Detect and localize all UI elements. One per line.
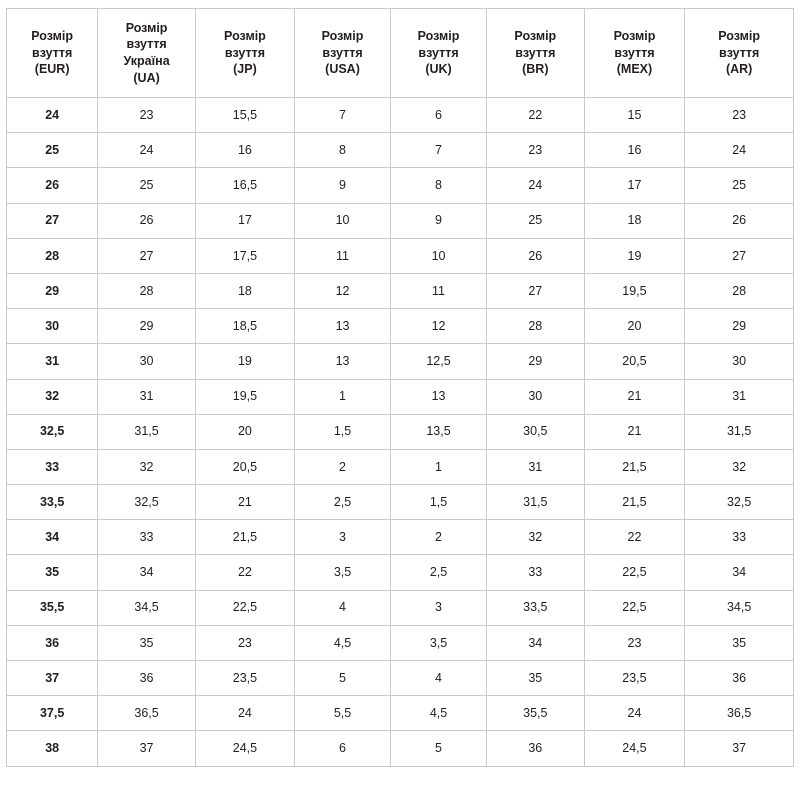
cell-ua: 29 [98,309,196,344]
cell-usa: 7 [295,98,391,133]
cell-uk: 2 [391,520,487,555]
cell-mex: 24,5 [584,731,685,766]
cell-uk: 7 [391,133,487,168]
cell-br: 24 [487,168,585,203]
cell-ar: 37 [685,731,794,766]
table-row [7,98,794,133]
cell-eur: 32,5 [7,414,98,449]
cell-ua: 27 [98,238,196,273]
header-line: Розмір [514,29,557,44]
cell-mex: 15 [584,98,685,133]
cell-jp: 22,5 [195,590,294,625]
cell-uk: 11 [391,273,487,308]
cell-br: 25 [487,203,585,238]
header-line: взуття [614,45,655,60]
cell-ua: 36,5 [98,696,196,731]
cell-eur: 28 [7,238,98,273]
cell-eur: 25 [7,133,98,168]
cell-uk: 1 [391,449,487,484]
cell-ar: 31 [685,379,794,414]
cell-ua: 34,5 [98,590,196,625]
cell-mex: 21 [584,379,685,414]
table-row [7,555,794,590]
header-line: (EUR) [34,62,70,77]
cell-br: 34 [487,625,585,660]
cell-eur: 29 [7,273,98,308]
cell-jp: 15,5 [195,98,294,133]
cell-mex: 23,5 [584,661,685,696]
cell-mex: 20,5 [584,344,685,379]
header-line: (JP) [233,62,257,77]
header-line: взуття [224,45,266,60]
header-line: (USA) [325,62,360,77]
table-row [7,168,794,203]
column-header-ua [98,9,196,98]
column-header-uk [391,9,487,98]
cell-jp: 20,5 [195,449,294,484]
cell-uk: 2,5 [391,555,487,590]
cell-ua: 23 [98,98,196,133]
cell-uk: 1,5 [391,485,487,520]
cell-ua: 34 [98,555,196,590]
cell-eur: 35,5 [7,590,98,625]
table-body [7,98,794,767]
cell-usa: 9 [295,168,391,203]
cell-usa: 4 [295,590,391,625]
cell-usa: 6 [295,731,391,766]
header-line: Україна [123,54,170,68]
header-line: (BR) [522,62,549,77]
column-header-ar [685,9,794,98]
cell-br: 33,5 [487,590,585,625]
table-row [7,414,794,449]
cell-eur: 37,5 [7,696,98,731]
header-line: Розмір [718,29,761,44]
cell-usa: 13 [295,344,391,379]
cell-uk: 9 [391,203,487,238]
cell-mex: 22 [584,520,685,555]
cell-ar: 32,5 [685,485,794,520]
cell-br: 35 [487,661,585,696]
cell-eur: 27 [7,203,98,238]
column-header-br [487,9,585,98]
cell-br: 26 [487,238,585,273]
cell-br: 35,5 [487,696,585,731]
cell-jp: 17 [195,203,294,238]
cell-jp: 22 [195,555,294,590]
cell-usa: 13 [295,309,391,344]
cell-usa: 8 [295,133,391,168]
table-row [7,590,794,625]
cell-eur: 37 [7,661,98,696]
table-row [7,661,794,696]
cell-eur: 33 [7,449,98,484]
header-line: взуття [322,45,363,60]
cell-ar: 33 [685,520,794,555]
cell-mex: 18 [584,203,685,238]
cell-eur: 33,5 [7,485,98,520]
cell-ar: 36,5 [685,696,794,731]
table-row [7,696,794,731]
cell-ua: 26 [98,203,196,238]
cell-jp: 24 [195,696,294,731]
cell-br: 27 [487,273,585,308]
table-row [7,625,794,660]
cell-usa: 10 [295,203,391,238]
table-row [7,133,794,168]
cell-ar: 27 [685,238,794,273]
cell-mex: 20 [584,309,685,344]
cell-mex: 16 [584,133,685,168]
cell-ar: 36 [685,661,794,696]
header-line: Розмір [613,29,656,44]
header-line: Розмір [125,20,168,35]
cell-jp: 19,5 [195,379,294,414]
cell-br: 30 [487,379,585,414]
header-line: взуття [32,45,73,60]
table-header [7,9,794,98]
cell-uk: 13,5 [391,414,487,449]
cell-ar: 24 [685,133,794,168]
column-header-usa [295,9,391,98]
cell-usa: 2 [295,449,391,484]
cell-uk: 12 [391,309,487,344]
cell-ua: 25 [98,168,196,203]
cell-uk: 12,5 [391,344,487,379]
header-line: Розмір [417,29,460,44]
header-line: (UK) [425,62,452,77]
header-line: взуття [418,45,459,60]
cell-usa: 1 [295,379,391,414]
column-header-eur [7,9,98,98]
cell-eur: 36 [7,625,98,660]
cell-eur: 38 [7,731,98,766]
cell-br: 30,5 [487,414,585,449]
cell-jp: 21,5 [195,520,294,555]
cell-eur: 30 [7,309,98,344]
table-row [7,485,794,520]
cell-mex: 21,5 [584,485,685,520]
cell-jp: 20 [195,414,294,449]
cell-usa: 3 [295,520,391,555]
table-row [7,238,794,273]
column-header-jp [195,9,294,98]
cell-ua: 30 [98,344,196,379]
cell-usa: 3,5 [295,555,391,590]
cell-mex: 22,5 [584,555,685,590]
cell-eur: 35 [7,555,98,590]
cell-uk: 3 [391,590,487,625]
cell-mex: 21,5 [584,449,685,484]
cell-jp: 16 [195,133,294,168]
cell-ua: 36 [98,661,196,696]
header-line: взуття [719,45,760,60]
cell-ua: 32 [98,449,196,484]
cell-jp: 16,5 [195,168,294,203]
cell-ua: 31,5 [98,414,196,449]
cell-eur: 32 [7,379,98,414]
table-row [7,203,794,238]
cell-mex: 23 [584,625,685,660]
cell-ua: 31 [98,379,196,414]
cell-ar: 34,5 [685,590,794,625]
cell-ua: 33 [98,520,196,555]
cell-ua: 32,5 [98,485,196,520]
cell-uk: 8 [391,168,487,203]
cell-br: 23 [487,133,585,168]
cell-mex: 19 [584,238,685,273]
cell-ar: 34 [685,555,794,590]
cell-eur: 31 [7,344,98,379]
cell-jp: 17,5 [195,238,294,273]
table-header-row [7,9,794,98]
header-line: Розмір [321,29,364,44]
header-line: Розмір [31,29,74,44]
cell-uk: 4,5 [391,696,487,731]
cell-ar: 32 [685,449,794,484]
cell-usa: 12 [295,273,391,308]
cell-uk: 3,5 [391,625,487,660]
cell-eur: 26 [7,168,98,203]
cell-usa: 2,5 [295,485,391,520]
cell-br: 36 [487,731,585,766]
table-row [7,273,794,308]
cell-uk: 13 [391,379,487,414]
cell-ar: 25 [685,168,794,203]
cell-eur: 34 [7,520,98,555]
shoe-size-table [6,8,794,767]
cell-ar: 35 [685,625,794,660]
table-row [7,344,794,379]
cell-mex: 21 [584,414,685,449]
cell-br: 32 [487,520,585,555]
cell-ar: 29 [685,309,794,344]
cell-br: 31,5 [487,485,585,520]
cell-uk: 10 [391,238,487,273]
cell-usa: 4,5 [295,625,391,660]
cell-ua: 24 [98,133,196,168]
cell-mex: 24 [584,696,685,731]
cell-ua: 37 [98,731,196,766]
cell-ar: 23 [685,98,794,133]
header-line: (UA) [133,70,160,85]
header-line: взуття [515,45,556,60]
cell-ar: 26 [685,203,794,238]
header-line: Розмір [224,29,266,44]
cell-jp: 18,5 [195,309,294,344]
cell-br: 33 [487,555,585,590]
cell-br: 29 [487,344,585,379]
cell-usa: 11 [295,238,391,273]
cell-usa: 5 [295,661,391,696]
cell-uk: 6 [391,98,487,133]
column-header-mex [584,9,685,98]
cell-mex: 22,5 [584,590,685,625]
cell-jp: 19 [195,344,294,379]
cell-jp: 18 [195,273,294,308]
cell-ua: 28 [98,273,196,308]
cell-uk: 5 [391,731,487,766]
cell-mex: 19,5 [584,273,685,308]
cell-br: 31 [487,449,585,484]
cell-br: 28 [487,309,585,344]
table-row [7,731,794,766]
table-row [7,449,794,484]
cell-jp: 23,5 [195,661,294,696]
header-line: взуття [126,37,167,52]
header-line: (MEX) [616,62,653,77]
cell-ua: 35 [98,625,196,660]
cell-usa: 1,5 [295,414,391,449]
table-row [7,309,794,344]
table-row [7,379,794,414]
header-line: (AR) [725,62,753,77]
cell-ar: 28 [685,273,794,308]
cell-jp: 21 [195,485,294,520]
cell-ar: 30 [685,344,794,379]
cell-jp: 23 [195,625,294,660]
cell-mex: 17 [584,168,685,203]
table-row [7,520,794,555]
cell-br: 22 [487,98,585,133]
cell-ar: 31,5 [685,414,794,449]
cell-usa: 5,5 [295,696,391,731]
cell-eur: 24 [7,98,98,133]
cell-jp: 24,5 [195,731,294,766]
cell-uk: 4 [391,661,487,696]
